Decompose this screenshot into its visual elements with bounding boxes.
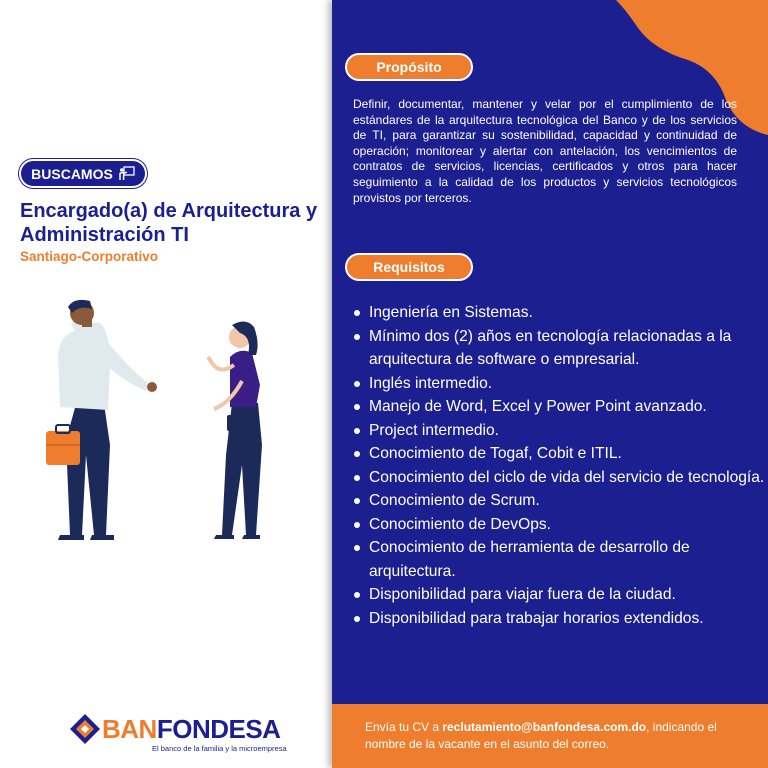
footer-text — [365, 719, 755, 753]
buscamos-label: BUSCAMOS — [31, 165, 113, 182]
presenter-icon — [119, 166, 135, 181]
proposito-heading: Propósito — [345, 53, 473, 81]
banfondesa-logo — [68, 712, 287, 756]
footer-text-after: , indicando el nombre de la vacante en el asunto del correo. — [365, 720, 717, 751]
proposito-text: Definir, documentar, mantener y velar por el cumplimiento de los estándares de la arquitectura tecnológica del Banco y de los servicios de TI, para garantizar su sostenibilidad, capacidad y continuidad de operación; monitorear y alertar con antelación, los vencimientos de contratos de servicios, licencias, certificados y otros para hacer seguimiento a la calidad de los productos y servicios tecnológicos provistos por terceros. — [353, 97, 737, 205]
requisitos-list — [350, 301, 768, 630]
brand-tagline: El banco de la familia y la microempresa — [152, 744, 287, 753]
requisito-item: Conocimiento de DevOps. — [369, 513, 768, 537]
requisito-item: Disponibilidad para viajar fuera de la ciudad. — [369, 583, 768, 607]
job-title: Encargado(a) de Arquitectura y Administración TI — [20, 200, 318, 246]
brand-name-part2: FONDESA — [156, 714, 281, 744]
requisito-item: Mínimo dos (2) años en tecnología relacionadas a la arquitectura de software o empresarial. — [369, 325, 768, 372]
requisito-item: Disponibilidad para trabajar horarios extendidos. — [369, 607, 768, 631]
banfondesa-logo-icon — [68, 712, 102, 746]
requisito-item: Inglés intermedio. — [369, 372, 768, 396]
woman-figure — [208, 321, 262, 539]
requisito-item: Conocimiento de Togaf, Cobit e ITIL. — [369, 442, 768, 466]
requisito-item: Manejo de Word, Excel y Power Point avanzado. — [369, 395, 768, 419]
footer-email-link[interactable]: reclutamiento@banfondesa.com.do — [442, 720, 647, 734]
people-illustration — [30, 295, 320, 550]
buscamos-badge — [19, 159, 147, 188]
requisito-item: Ingeniería en Sistemas. — [369, 301, 768, 325]
requisitos-heading: Requisitos — [345, 253, 473, 281]
requisito-item: Conocimiento de Scrum. — [369, 489, 768, 513]
brand-name-part1: BAN — [102, 714, 157, 744]
man-figure — [46, 300, 157, 540]
job-location: Santiago-Corporativo — [20, 249, 159, 264]
footer-text-before: Envía tu CV a — [365, 720, 443, 734]
requisito-item: Project intermedio. — [369, 419, 768, 443]
requisito-item: Conocimiento de herramienta de desarrollo de arquitectura. — [369, 536, 768, 583]
requisito-item: Conocimiento del ciclo de vida del servicio de tecnología. — [369, 466, 768, 490]
